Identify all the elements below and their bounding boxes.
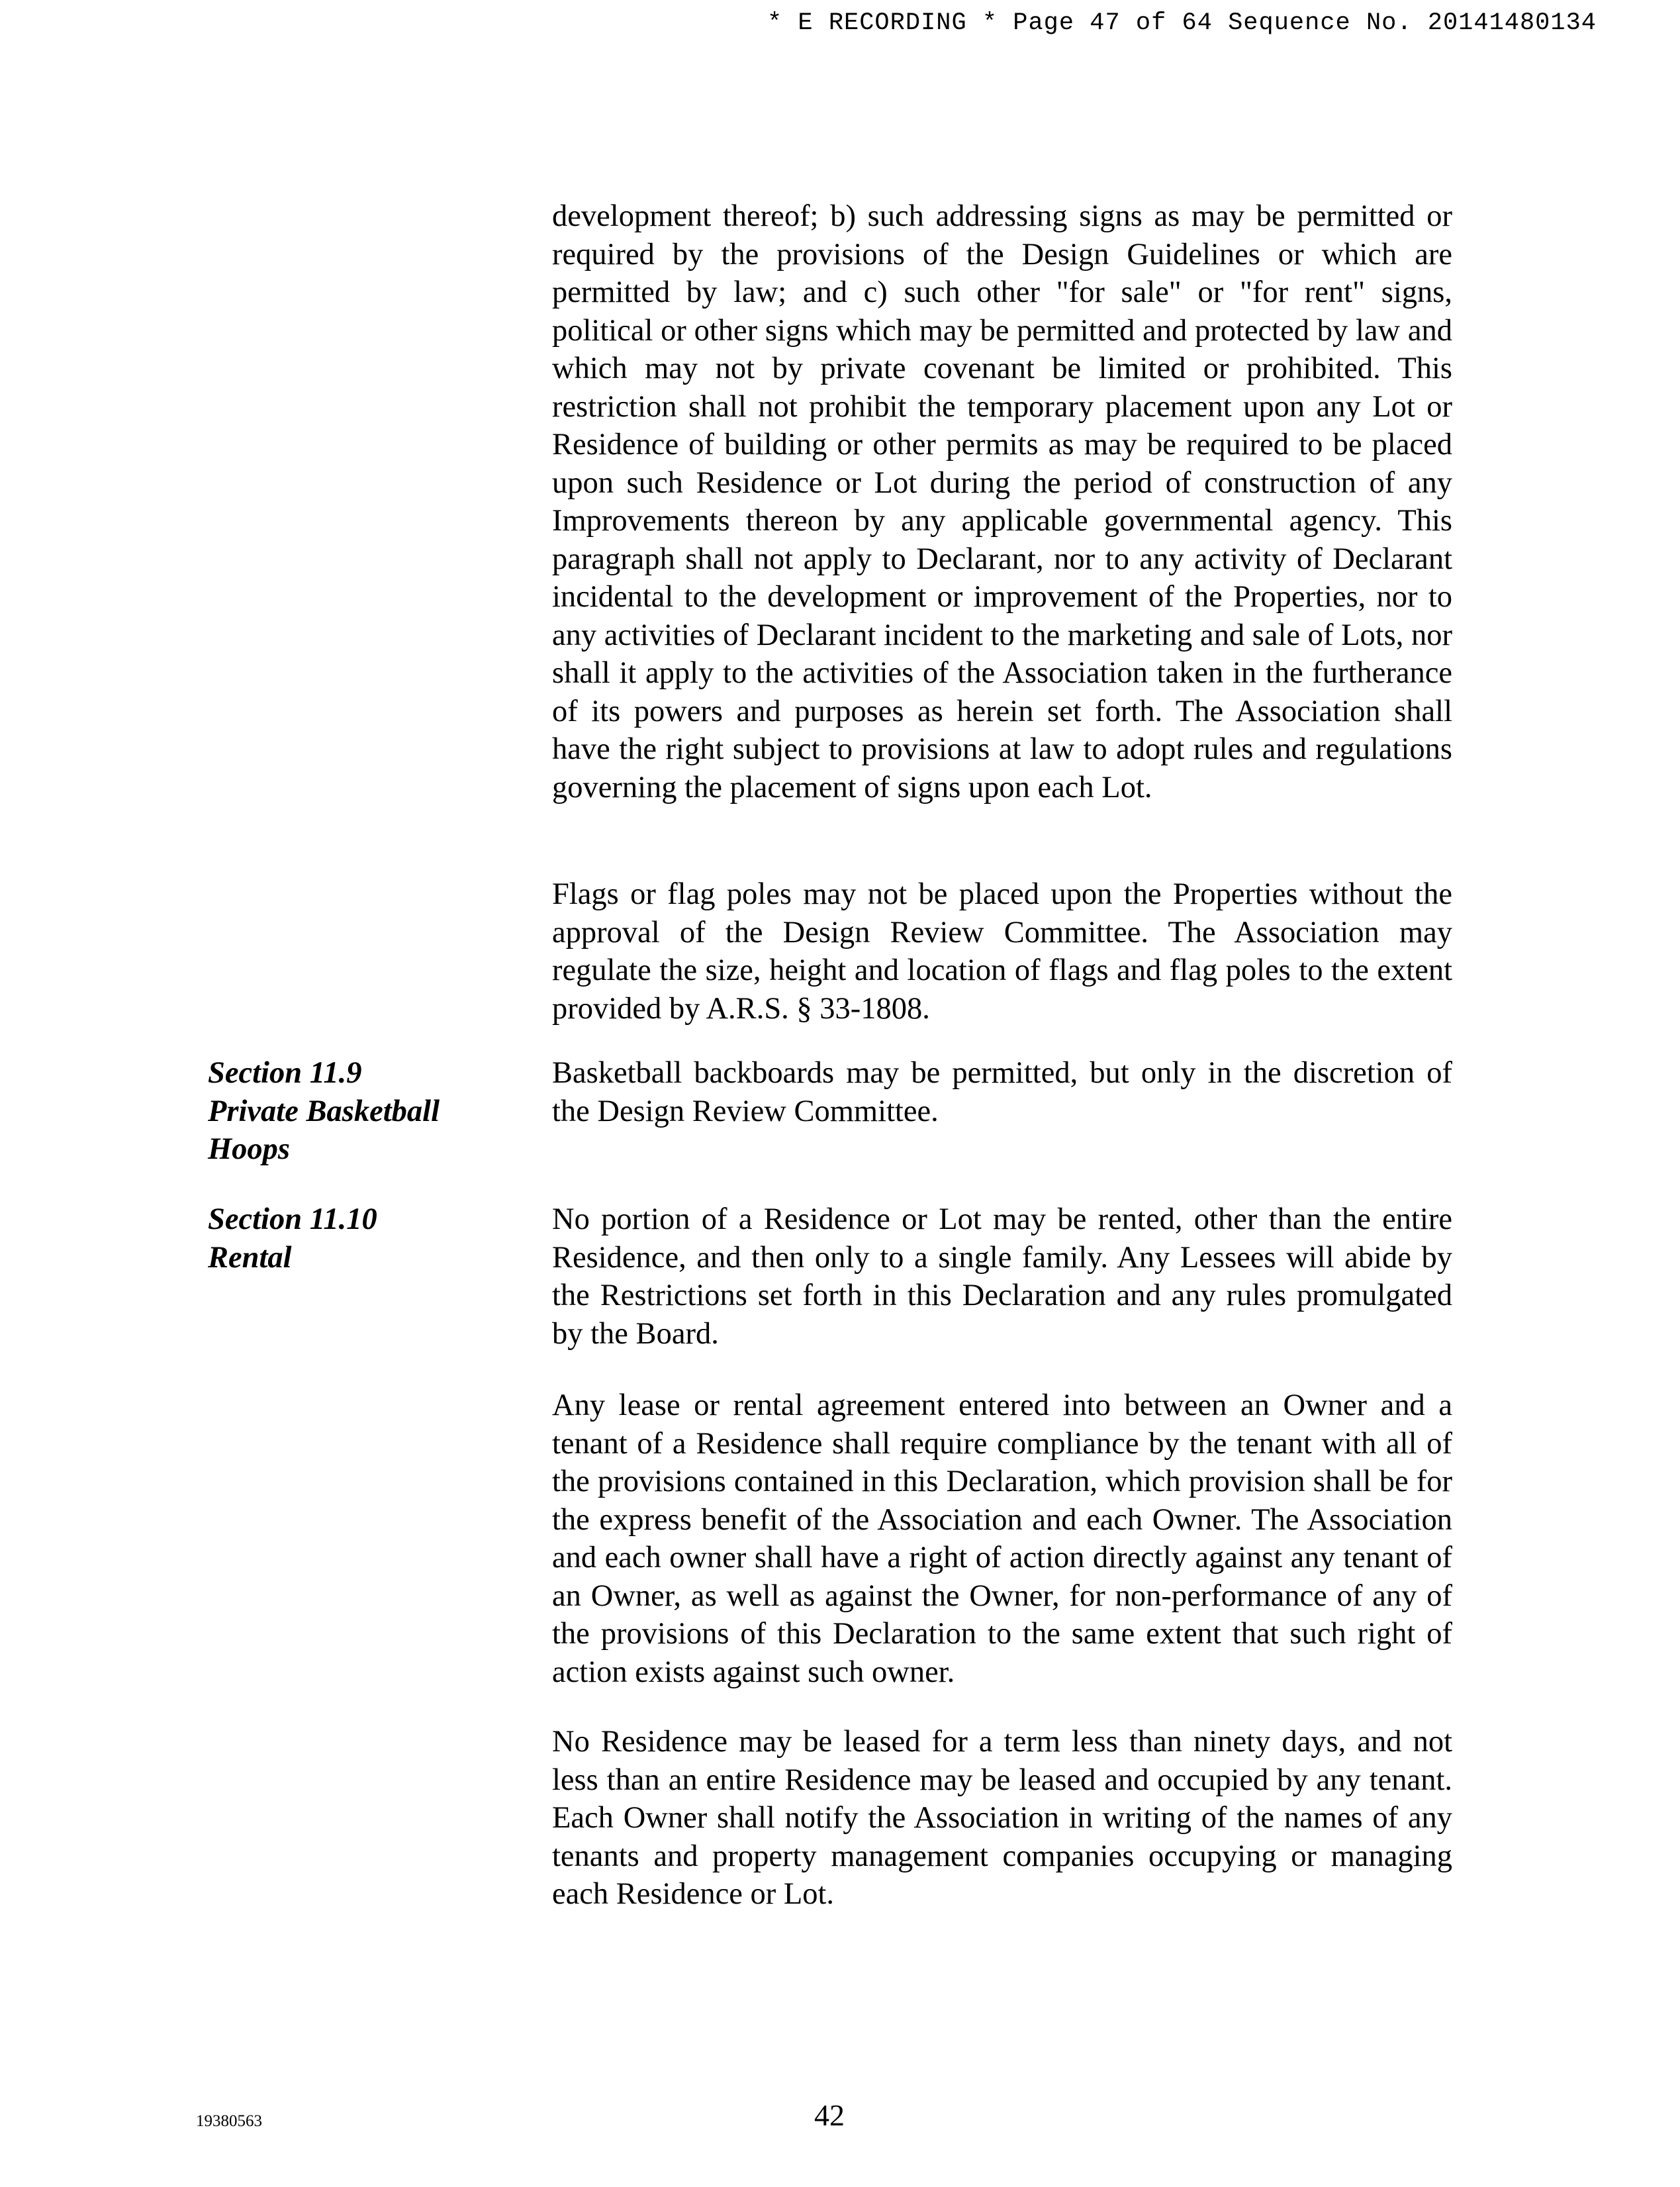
paragraph-rental: No portion of a Residence or Lot may be rented, other than the entire Residence, and then only to a single family. Any Lessees will abide by the Restrictions set forth in this Declaration and any rules promulgated by the Board.: [552, 1202, 1452, 1351]
section-11-9-heading: [208, 1054, 499, 1169]
section-11-9-number: Section 11.9: [208, 1056, 362, 1090]
paragraph-lease-agreement: Any lease or rental agreement entered into between an Owner and a tenant of a Residence shall require compliance by the tenant with all of the provisions contained in this Declaration, which provision shall be for the express benefit of the Association and each Owner. The Association and each owner shall have a right of action directly against any tenant of an Owner, as well as against the Owner, for non-performance of any of the provisions of this Declaration to the same extent that such right of action exists against such owner.: [552, 1388, 1452, 1689]
paragraph-lease-term: No Residence may be leased for a term less than ninety days, and not less than an entire Residence may be leased and occupied by any tenant. Each Owner shall notify the Association in writing of the names of any tenants and property management companies occupying or managing each Residence or Lot.: [552, 1725, 1452, 1911]
recording-header: * E RECORDING * Page 47 of 64 Sequence No. 20141480134: [767, 9, 1597, 37]
section-11-10-heading: [208, 1200, 499, 1277]
paragraph-flags: Flags or flag poles may not be placed upon the Properties without the approval of the Design Review Committee. The Association may regulate the size, height and location of flags and flag poles to the extent provided by A.R.S. § 33-1808.: [552, 877, 1452, 1026]
section-11-10-number: Section 11.10: [208, 1202, 377, 1236]
paragraph-basketball: Basketball backboards may be permitted, but only in the discretion of the Design Review Committee.: [552, 1056, 1452, 1128]
section-11-10-title-line1: Rental: [208, 1240, 292, 1275]
page-number: 42: [814, 2098, 845, 2132]
document-id: 19380563: [196, 2112, 262, 2130]
section-11-9-title-line1: Private Basketball: [208, 1094, 440, 1128]
section-11-9-title-line2: Hoops: [208, 1132, 291, 1166]
paragraph-signs: development thereof; b) such addressing signs as may be permitted or required by the provisions of the Design Guidelines or which are permitted by law; and c) such other "for sale" or "for rent" signs, political or other signs which may be permitted and protected by law and which may not by private covenant be limited or prohibited. This restriction shall not prohibit the temporary placement upon any Lot or Residence of building or other permits as may be required to be placed upon such Residence or Lot during the period of construction of any Improvements thereon by any applicable governmental agency. This paragraph shall not apply to Declarant, nor to any activity of Declarant incidental to the development or improvement of the Properties, nor to any activities of Declarant incident to the marketing and sale of Lots, nor shall it apply to the activities of the Association taken in the furtherance of its powers and purposes as herein set forth. The Association shall have the right subject to provisions at law to adopt rules and regulations governing the placement of signs upon each Lot.: [552, 199, 1452, 804]
